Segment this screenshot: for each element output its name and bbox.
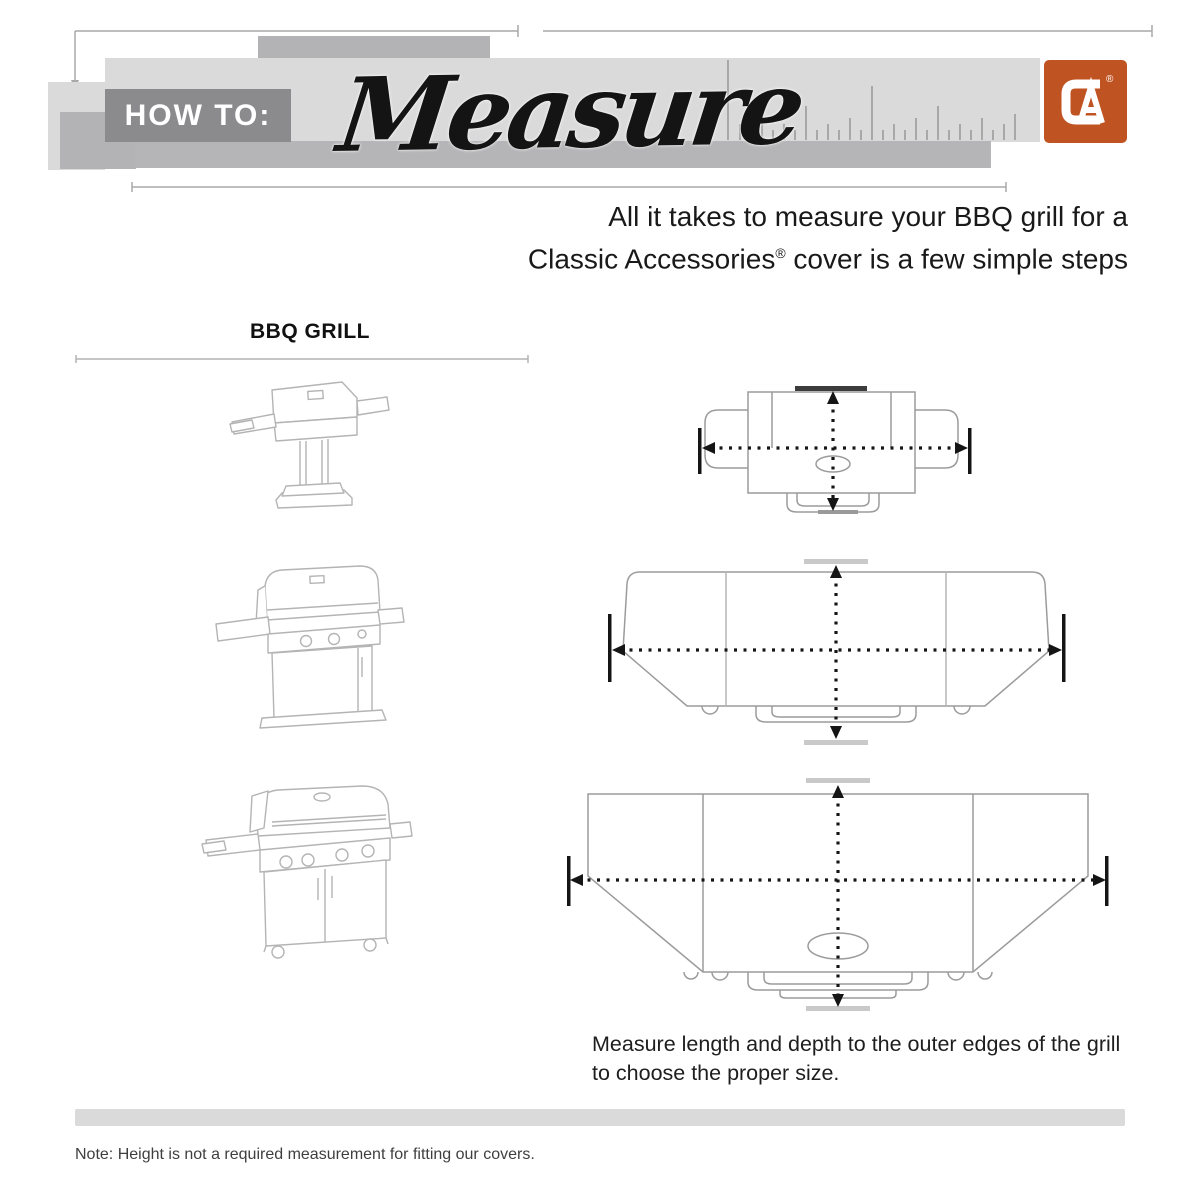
cart-bbq-grill-sketch-icon bbox=[210, 562, 410, 740]
caption-line-2: to choose the proper size. bbox=[592, 1061, 840, 1085]
section-divider-line bbox=[73, 352, 533, 366]
dimension-line bbox=[128, 180, 1012, 194]
intro-line-2: Classic Accessories® cover is a few simple steps bbox=[527, 243, 1128, 275]
registered-mark: ® bbox=[1106, 74, 1114, 85]
classic-accessories-logo bbox=[1044, 60, 1127, 143]
howto-label: HOW TO: bbox=[124, 99, 272, 132]
large-cover-measure-diagram bbox=[566, 776, 1110, 1016]
small-cover-measure-diagram bbox=[690, 380, 980, 522]
intro-text bbox=[400, 198, 1128, 277]
medium-cover-measure-diagram bbox=[606, 556, 1068, 748]
ca-monogram-icon bbox=[1044, 60, 1127, 143]
intro-line-1: All it takes to measure your BBQ grill for a bbox=[608, 201, 1128, 232]
page-title: Measure bbox=[332, 48, 808, 176]
section-label: BBQ GRILL bbox=[250, 320, 370, 343]
top-edge-mark bbox=[795, 386, 867, 391]
large-cart-bbq-grill-sketch-icon bbox=[194, 780, 419, 985]
footer-note: Note: Height is not a required measurement for fitting our covers. bbox=[75, 1146, 535, 1163]
caption-line-1: Measure length and depth to the outer edges of the grill bbox=[592, 1032, 1121, 1056]
howto-box bbox=[105, 89, 291, 142]
footer-divider-bar bbox=[75, 1109, 1125, 1126]
registered-mark: ® bbox=[775, 245, 786, 261]
measure-caption bbox=[592, 1030, 1152, 1088]
pedestal-bbq-grill-sketch-icon bbox=[224, 372, 396, 520]
